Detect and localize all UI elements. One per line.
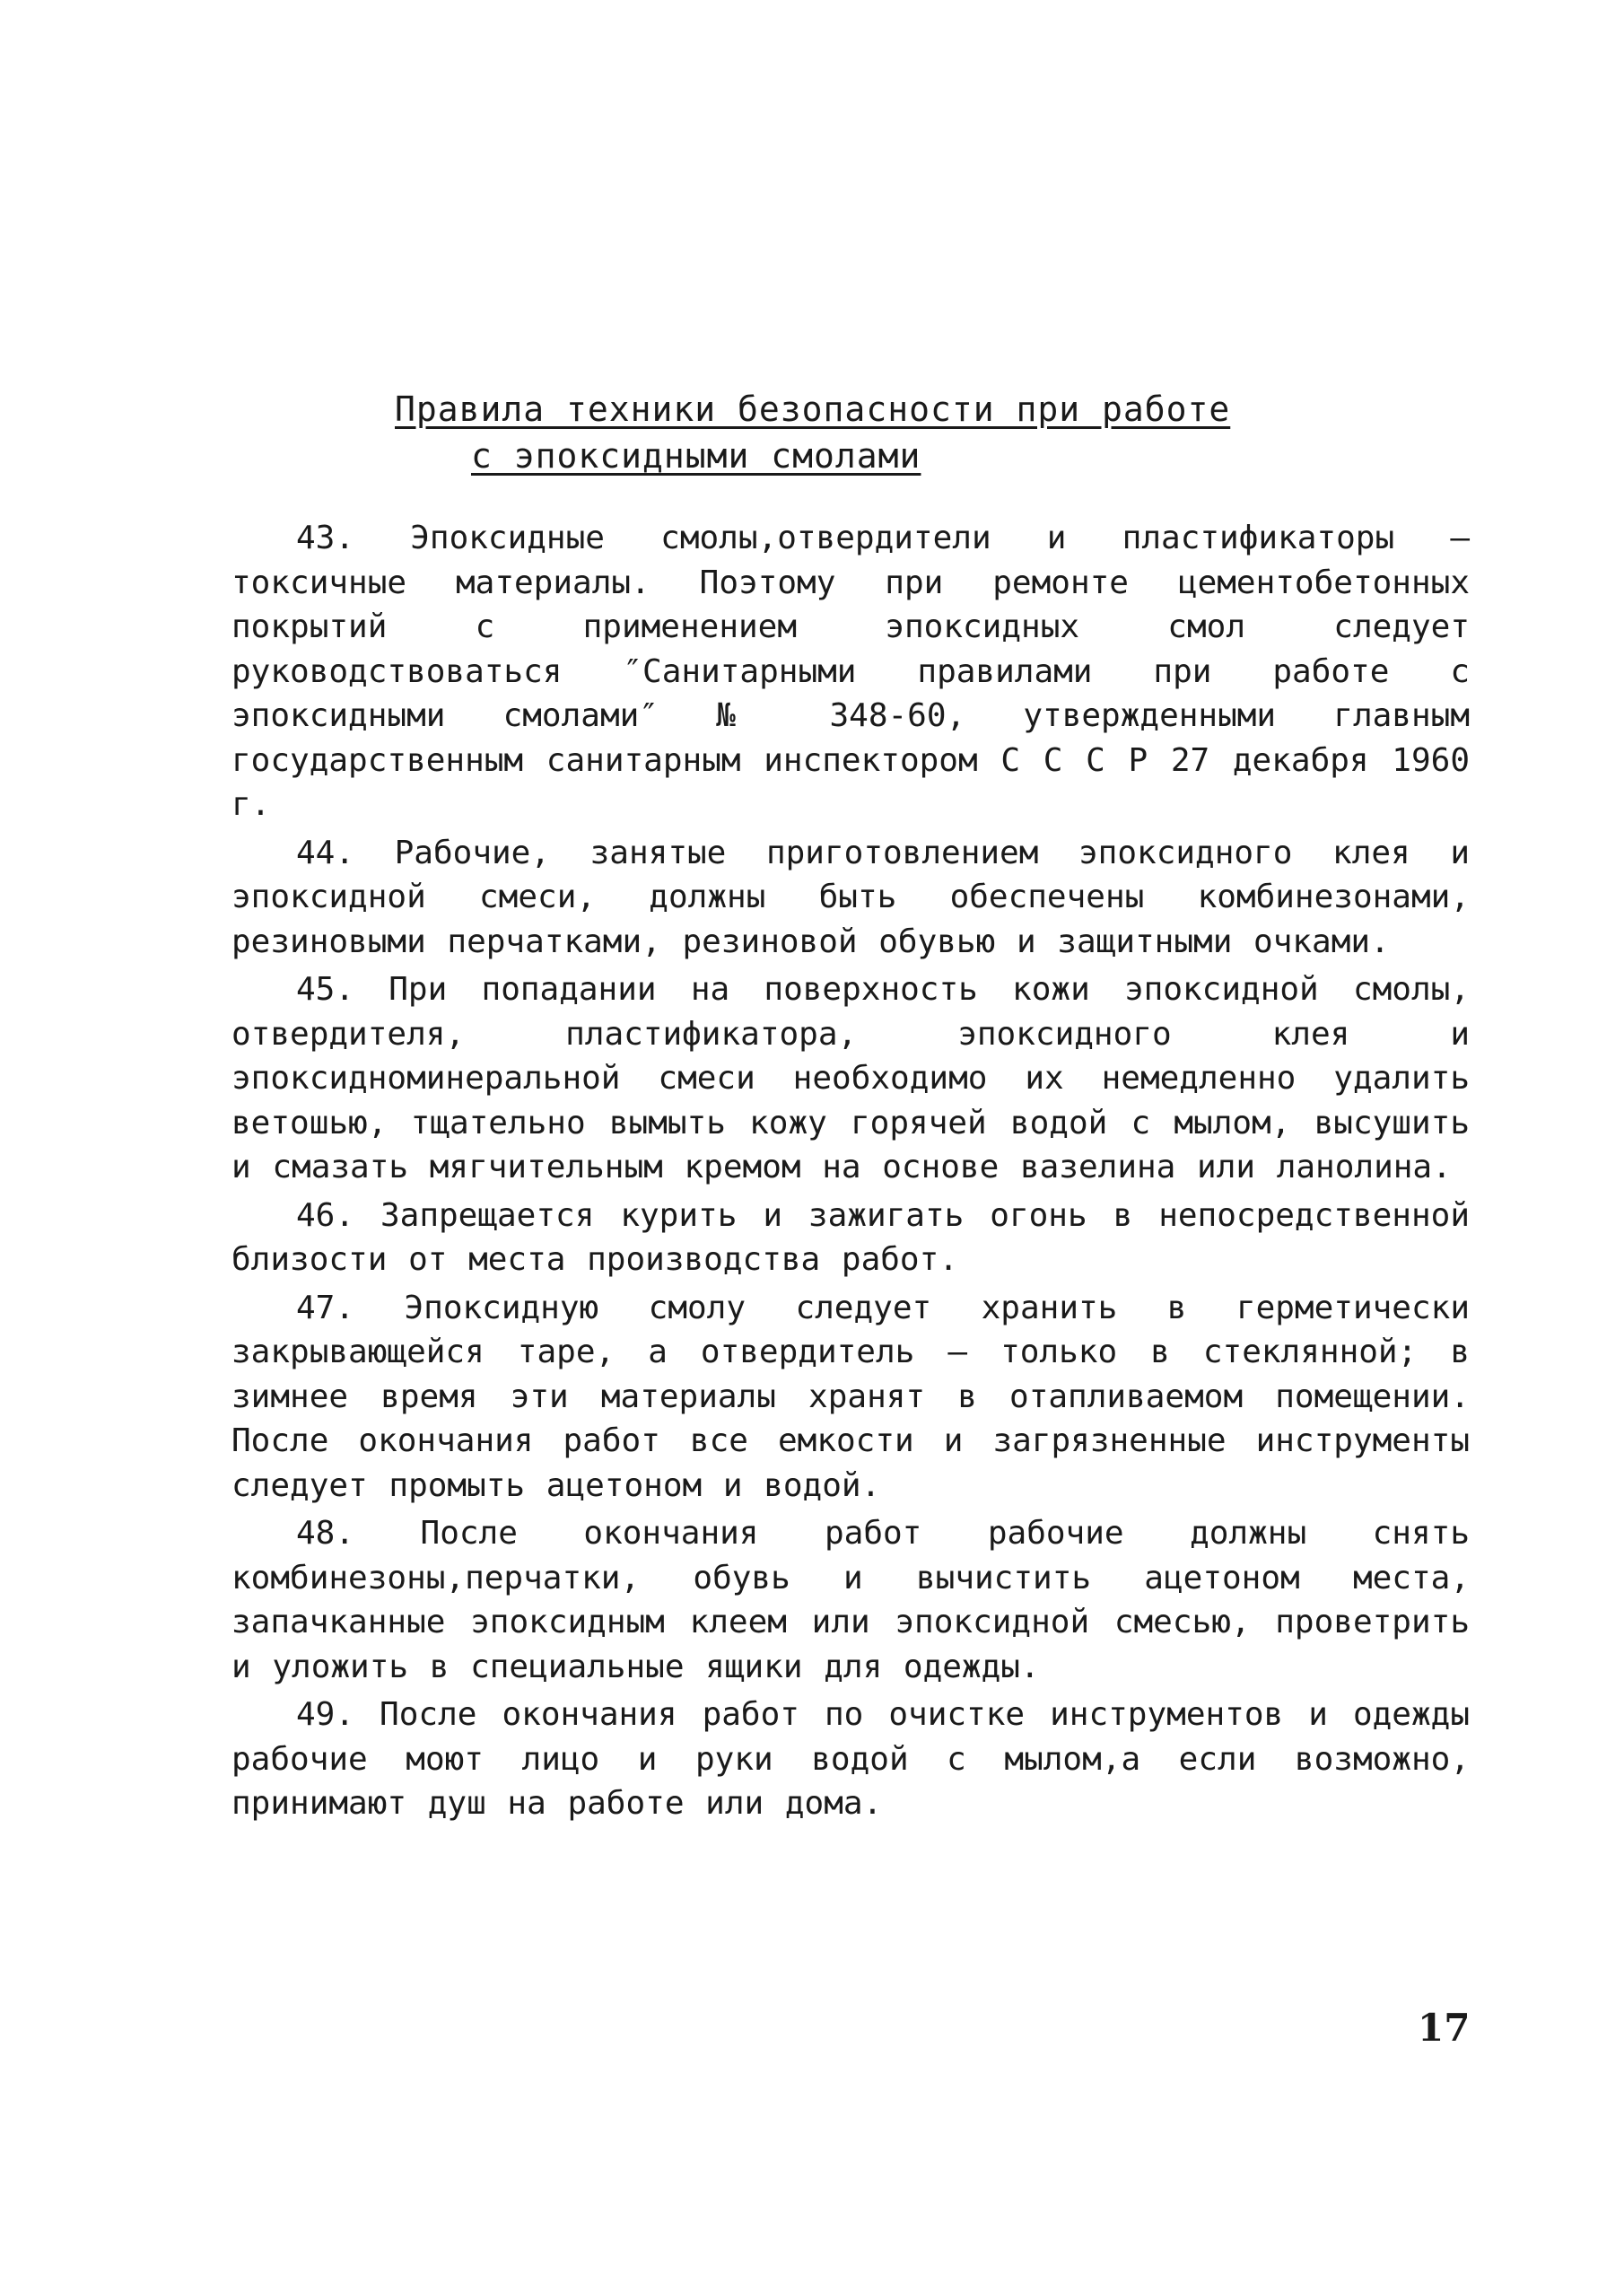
paragraph-45: 45. При попадании на поверхность кожи эпоксидной смолы, отвердителя, пластификатора, эпоксидного клея и эпоксидноминеральной смеси необходимо их немедленно удалить ветошью, тщательно вымыть кожу горячей водой с мылом, высушить и смазать мягчительным кремом на основе вазелина или ланолина. [231, 971, 1470, 1185]
title-line-1: Правила техники безопасности при работе [395, 389, 1231, 429]
body-text [231, 516, 1470, 1830]
title-line-2: с эпоксидными смолами [471, 436, 921, 476]
paragraph-48: 48. После окончания работ рабочие должны снять комбинезоны,перчатки, обувь и вычистить ацетоном места, запачканные эпоксидным клеем или эпоксидной смесью, проветрить и уложить в специальные ящики для одежды. [231, 1515, 1470, 1685]
paragraph-49: 49. После окончания работ по очистке инструментов и одежды рабочие моют лицо и руки водой с мылом,а если возможно, принимают душ на работе или дома. [231, 1696, 1470, 1822]
page-number: 17 [1418, 2006, 1471, 2050]
section-title [395, 386, 1292, 479]
paragraph-43: 43. Эпоксидные смолы,отвердители и пластификаторы – токсичные материалы. Поэтому при ремонте цементобетонных покрытий с применением эпоксидных смол следует руководствоваться ″Санитарными правилами при работе с эпоксидными смолами″ № 348-60, утвержденными главным государственным санитарным инспектором С С С Р 27 декабря 1960 г. [231, 520, 1470, 823]
paragraph-46: 46. Запрещается курить и зажигать огонь в непосредственной близости от места производства работ. [231, 1196, 1470, 1278]
paragraph-44: 44. Рабочие, занятые приготовлением эпоксидного клея и эпоксидной смеси, должны быть обеспечены комбинезонами, резиновыми перчатками, резиновой обувью и защитными очками. [231, 834, 1470, 960]
paragraph-47: 47. Эпоксидную смолу следует хранить в герметически закрывающейся таре, а отвердитель – только в стеклянной; в зимнее время эти материалы хранят в отапливаемом помещении. После окончания работ все емкости и загрязненные инструменты следует промыть ацетоном и водой. [231, 1289, 1470, 1504]
